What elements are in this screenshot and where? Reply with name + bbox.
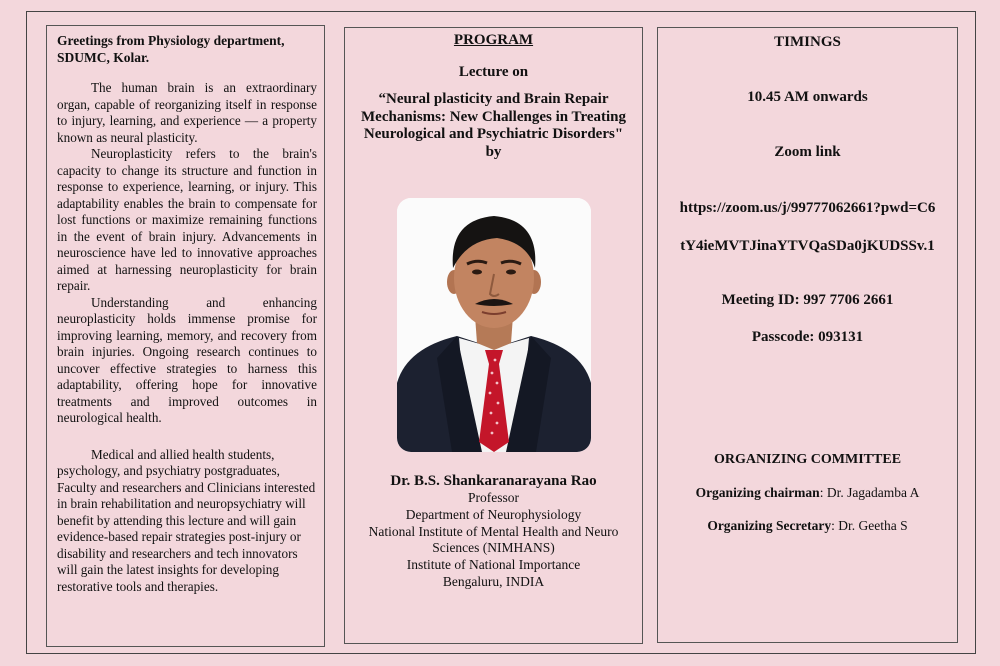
lecture-on-label: Lecture on [458, 64, 529, 80]
intro-paragraph-2: Neuroplasticity refers to the brain's capacity to change its structure and function in response to experience, learning, or injury. This adaptability enables the brain to compensate for lost functions or maximize remaining functions in the event of brain injury. Advancements in neuroscience have led to innovative approaches aimed at harnessing neuroplasticity for brain repair. [57, 146, 317, 293]
speaker-institute-line1: National Institute of Mental Health and Neuro [368, 523, 619, 539]
speaker-portrait-illustration [397, 198, 591, 452]
chairman-label: Organizing chairman [695, 485, 820, 500]
zoom-link-heading: Zoom link [774, 144, 841, 160]
event-time: 10.45 AM onwards [747, 89, 868, 105]
speaker-institute-line2: Sciences (NIMHANS) [432, 540, 555, 556]
secretary-label: Organizing Secretary [707, 518, 832, 533]
greeting: Greetings from Physiology department, SDUMC, Kolar. [57, 33, 285, 65]
program-panel [344, 27, 643, 644]
speaker-location: Bengaluru, INDIA [442, 573, 545, 589]
timings-panel [657, 27, 958, 643]
speaker-institute-status: Institute of National Importance [406, 557, 581, 573]
organizing-secretary [658, 518, 957, 534]
speaker-department: Department of Neurophysiology [405, 506, 582, 522]
committee-heading: ORGANIZING COMMITTEE [713, 452, 902, 467]
zoom-link-line2[interactable]: tY4ieMVTJinaYTVQaSDa0jKUDSSv.1 [680, 238, 935, 254]
meeting-id: Meeting ID: 997 7706 2661 [721, 292, 894, 308]
speaker-photo [397, 198, 591, 452]
audience-paragraph: Medical and allied health students, psychology, and psychiatry postgraduates, Faculty and researchers and Clinicians interested in brain rehabilitation and neuropsychiatry will benefit by attending this lecture and will gain evidence-based repair strategies post-injury or disability and researchers and tech innovators will gain the latest insights for developing restorative tools and therapies. [57, 446, 316, 594]
secretary-name: : Dr. Geetha S [831, 518, 908, 533]
speaker-details [345, 472, 642, 591]
zoom-link-line1[interactable]: https://zoom.us/j/99777062661?pwd=C6 [679, 200, 936, 216]
speaker-name: Dr. B.S. Shankaranarayana Rao [390, 473, 597, 489]
lecture-title: “Neural plasticity and Brain Repair Mechanisms: New Challenges in Treating Neurological and Psychiatric Disorders" [361, 91, 626, 142]
intro-paragraph-1: The human brain is an extraordinary organ, capable of reorganizing itself in response to injury, learning, and experience — a property known as neural plasticity. [57, 80, 317, 145]
speaker-title: Professor [468, 490, 519, 505]
chairman-name: : Dr. Jagadamba A [819, 485, 920, 500]
program-heading: PROGRAM [453, 32, 534, 48]
intro-panel [46, 25, 325, 647]
by-label: by [485, 143, 502, 160]
organizing-chairman [658, 485, 957, 501]
timings-heading: TIMINGS [774, 34, 841, 50]
intro-paragraph-3: Understanding and enhancing neuroplasticity holds immense promise for improving learning, memory, and recovery from brain injuries. Ongoing research continues to uncover effective strategies to harness this adaptability, offering hope for innovative treatments and improved outcomes in neurological health. [57, 294, 317, 425]
passcode: Passcode: 093131 [751, 329, 864, 345]
